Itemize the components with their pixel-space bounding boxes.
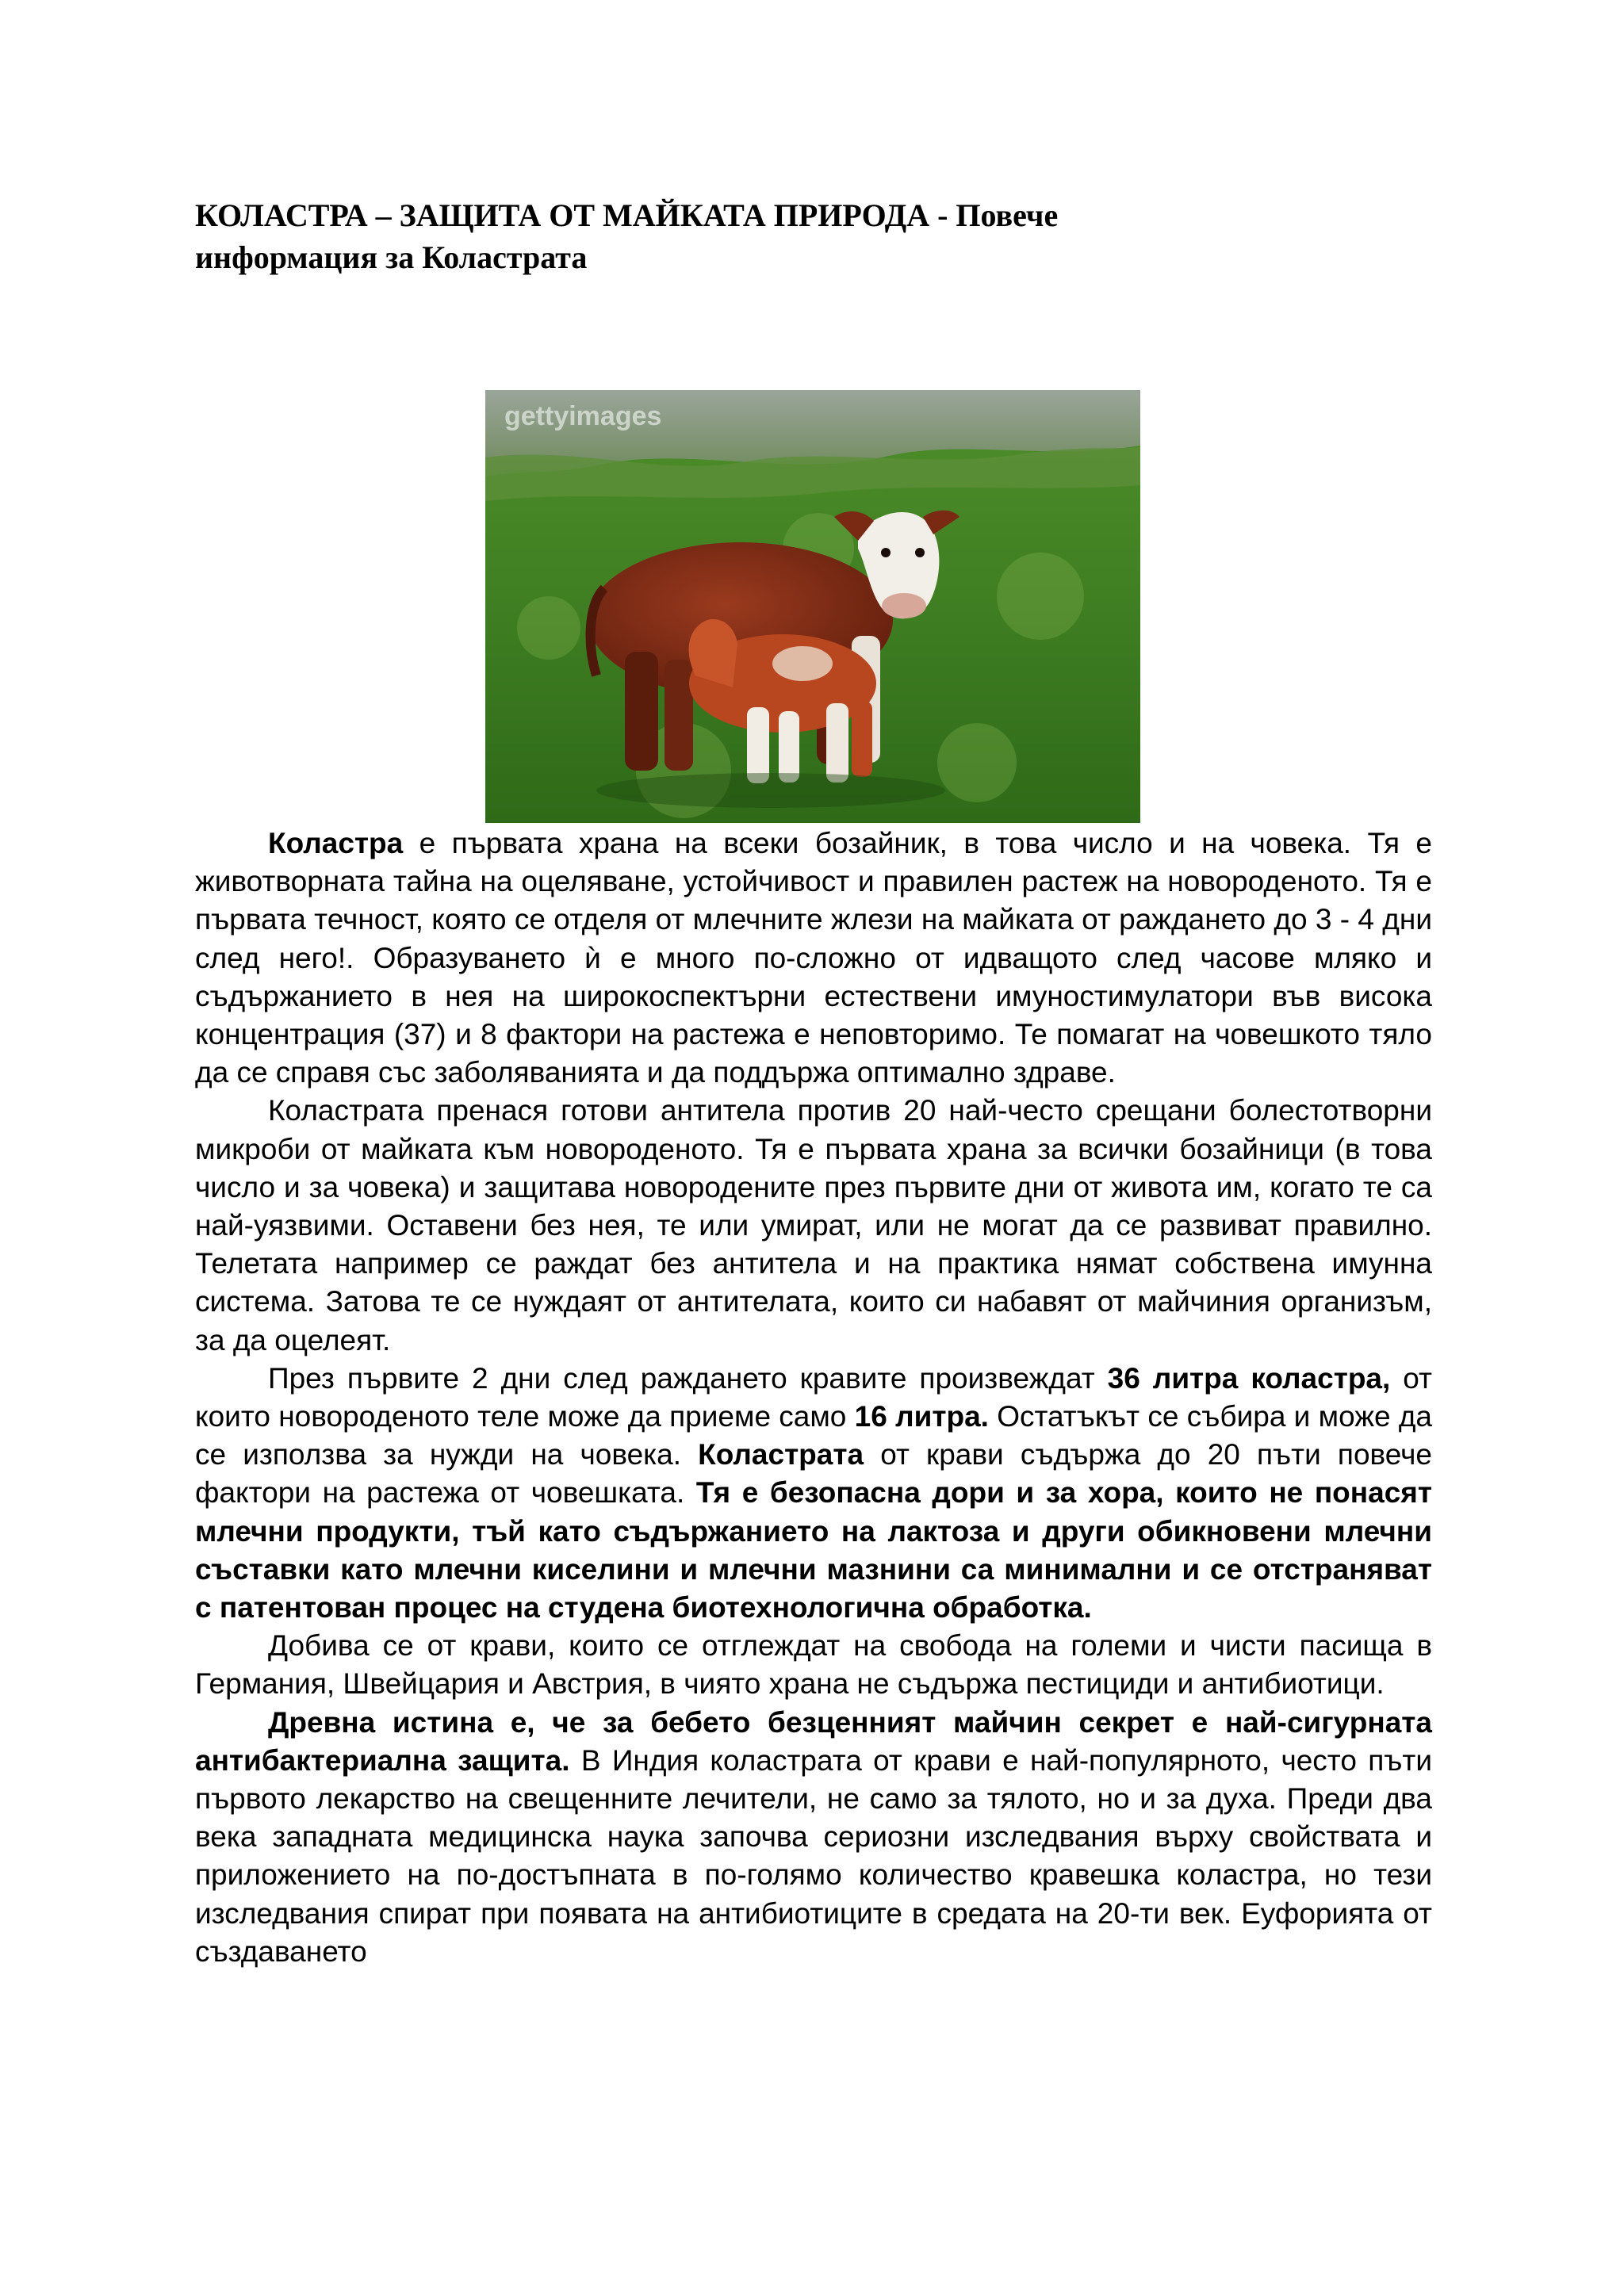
paragraph-4 [195,1627,1432,1703]
paragraph-5-text: В Индия коластрата от крави е най-популярното, често пъти първото лекарство на свещенните лечители, не само за тялото, но и за духа. Преди два века западната медицинска наука започва сериозни изследвания върху свойствата и приложението на по-достъпната в по-голямо количество кравешка коластра, но тези изследвания спират при появата на антибиотиците в средата на 20-ти век. Еуфорията от създаването [195,1743,1432,1968]
colostrum-volume: 36 литра коластра, [1107,1361,1391,1395]
getty-watermark: gettyimages [504,401,662,431]
paragraph-2 [195,1092,1432,1359]
paragraph-5 [195,1704,1432,1971]
page-title-line-1: КОЛАСТРА – ЗАЩИТА ОТ МАЙКАТА ПРИРОДА - Повече [195,197,1059,233]
paragraph-3-text-3: Остатъкът се събира и може да се използва за нужди на човека. [195,1400,1433,1471]
safety-statement: Тя е безопасна дори и за хора, които не понасят млечни продукти, тъй като съдържанието на лактоза и други обикновени млечни съставки като млечни киселини и млечни мазнини са минимални и се отстраняват с патентован процес на студена биотехнологична обработка. [195,1476,1432,1624]
colostrum-term: Коластра [268,827,404,859]
paragraph-3-text-1: През първите 2 дни след раждането кравите произвеждат [268,1361,1108,1395]
page-title-line-2: информация за Коластрата [195,239,588,275]
paragraph-3-text-2: от които новороденото теле може да приеме само [195,1361,1432,1433]
paragraph-3 [195,1360,1432,1627]
paragraph-3-text-4: от крави съдържа до 20 пъти повече фактори на растежа от човешката. [195,1438,1432,1510]
calf-intake-volume: 16 литра. [854,1400,989,1433]
colostrum-term-2: Коластрата [698,1438,864,1471]
paragraph-2-text: Коластрата пренася готови антитела против 20 най-често срещани болестотворни микроби от майката към новороденото. Тя е първата храна за всички бозайници (в това число и за човека) и защитава новородените през първите дни от живота им, когато те са най-уязвими. Оставени без нея, те или умират, или не могат да се развиват правилно. Телетата например се раждат без антитела и на практика нямат собствена имунна система. Затова те се нуждаят от антителата, които си набавят от майчиния организъм, за да оцелеят. [195,1094,1432,1357]
paragraph-4-text: Добива се от крави, които се отглеждат на свобода на големи и чисти пасища в Германия, Швейцария и Австрия, в чиято храна не съдържа пестициди и антибиотици. [195,1629,1432,1701]
page-title [195,194,1464,278]
paragraph-1 [195,825,1432,1092]
ancient-truth-statement: Древна истина е, че за бебето безценният майчин секрет е най-сигурната антибактериална защита. [195,1705,1432,1777]
cow-and-calf-photo [485,390,1140,823]
paragraph-1-text: е първата храна на всеки бозайник, в това число и на човека. Тя е животворната тайна на оцеляване, устойчивост и правилен растеж на новороденото. Тя е първата течност, която се отделя от млечните жлези на майката от раждането до 3 - 4 дни след него!. Образуването ѝ е много по-сложно от идващото след часове мляко и съдържанието в нея на широкоспектърни естествени имуностимулатори във висока концентрация (37) и 8 фактори на растежа е неповторимо. Те помагат на човешкото тяло да се справя със заболяванията и да поддържа оптимално здраве. [195,827,1432,1089]
article-body [195,825,1432,1971]
